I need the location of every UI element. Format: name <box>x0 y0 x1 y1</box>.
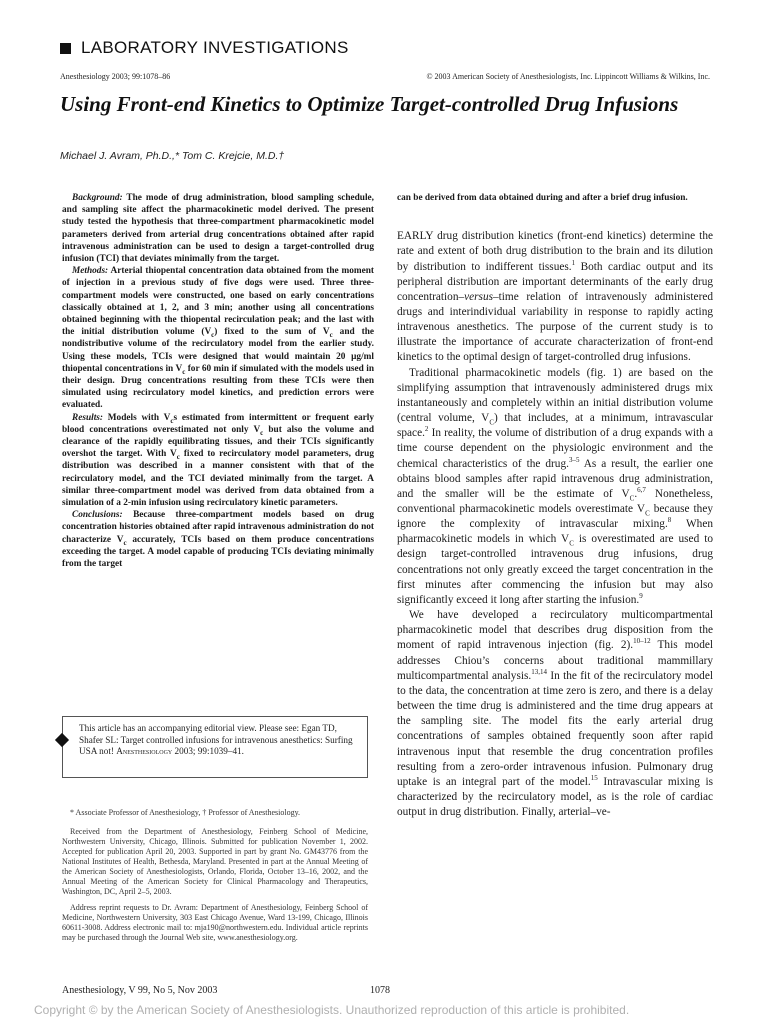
abstract-methods: Methods: Arterial thiopental concentration data obtained from the moment of injection in a previous study of five dogs were used. Three three-compartment models were constructed, one based on early concentrations classically obtained at 1, 2, and 3 min; another using all concentrations obtained beginning with the thiopental recirculation peak; and the last with the initial distribution volume $(V_c)$ fixed to the sum of $V_c$ and the nondistributive volume of the recirculatory model from the earlier study. Using these models, TCIs were designed that would maintain 20 μg/ml thiopental concentrations in $V_c$ for 60 min if simulated with the models used in their design. Drug concentrations resulting from these TCIs were then simulated using recirculatory model kinetics, and prediction errors were evaluated. <box>62 266 375 411</box>
abstract-background: Background: The mode of drug administration, blood sampling schedule, and sampling site affect the pharmacokinetic model derived. The present study tested the hypothesis that three-compartment pharmacokinetic model parameters derived from arterial drug concentrations obtained after rapid intravenous administration can be used to design a target-controlled drug infusion (TCI) that deviates minimally from the target. <box>62 193 374 265</box>
body-paragraph: Traditional pharmacokinetic models (fig. 1) are based on the simplifying assumption that intravenously administered drugs mix instantaneously and completely within an initial distribution volume (central volume, $V_C$) that includes, at a minimum, intravascular space.$^2$ In reality, the volume of distribution of a drug expands with a time course dependent on the physiologic environment and the chemical characteristics of the drug.$^{3-5}$ As a result, the earlier one obtains blood samples after rapid intravenous drug administration, and the smaller will be the estimate of $V_C.^{6,7}$ Nonetheless, conventional pharmacokinetic models overestimate $V_C$ because they ignore the complexity of intravascular mixing.$^8$ When pharmacokinetic models in which $V_C$ is overestimated are used to design target-controlled intravenous drug infusions, drug concentrations not only greatly exceed the target concentration in the first minutes after commencing the infusion but may also significantly exceed it long after starting the infusion.$^9$ <box>397 366 713 606</box>
footnote-affiliations: * Associate Professor of Anesthesiology, † Professor of Anesthesiology. <box>70 808 301 817</box>
copyright-banner: Copyright © by the American Society of Anesthesiologists. Unauthorized reproduction of this article is prohibited. <box>34 1003 630 1017</box>
journal-footer: Anesthesiology, V 99, No 5, Nov 2003 <box>62 985 218 996</box>
article-title: Using Front-end Kinetics to Optimize Target-controlled Drug Infusions <box>60 92 679 116</box>
copyright-line: © 2003 American Society of Anesthesiologists, Inc. Lippincott Williams & Wilkins, Inc. <box>426 72 710 81</box>
footnote-address: Address reprint requests to Dr. Avram: Department of Anesthesiology, Feinberg School of Medicine, Northwestern University, 303 East Chicago Avenue, Ward 13-199, Chicago, Illinois 60611-3008. Address electronic mail to: mja190@northwestern.edu. Individual article reprints may be purchased through the Journal Web site, www.anesthesiology.org. <box>62 903 368 942</box>
body-text <box>397 229 713 820</box>
square-bullet-icon <box>60 43 71 54</box>
authors: Michael J. Avram, Ph.D.,* Tom C. Krejcie, M.D.† <box>60 150 285 162</box>
body-paragraph: EARLY drug distribution kinetics (front-end kinetics) determine the rate and extent of both drug distribution to the brain and its dilution by distribution to indifferent tissues.$^1$ Both cardiac output and its peripheral distribution are important determinants of the early drug concentration–versus–time relation of intravenously administered drugs and interindividual variability in response to rapidly acting intravenous anesthetics. The purpose of the current study is to illustrate the importance of accurate characterization of front-end kinetics to the optimal design of target-controlled drug infusions. <box>397 230 713 364</box>
abstract-results: Results: Models with $V_cs$ estimated from intermittent or frequent early blood concentrations overestimated not only $V_c$ but also the volume and clearance of the rapidly equilibrating tissues, and their TCIs significantly overshot the target. With $V_c$ fixed to recirculatory model parameters, drug distribution was described in a manner consistent with that of the recirculatory model, and the TCI deviated minimally from the target. A similar three-compartment model was derived from data obtained from a simulation of a 2-min infusion using recirculatory kinetic parameters. <box>62 412 375 509</box>
citation: Anesthesiology 2003; 99:1078–86 <box>60 72 171 81</box>
abstract-conclusions: Conclusions: Because three-compartment models based on drug concentration histories obtained after rapid intravenous administration do not characterize $V_c$ accurately, TCIs based on them produce concentrations exceeding the target. A model capable of producing TCIs deviating minimally from the target <box>62 510 375 570</box>
editorial-journal: Anesthesiology <box>116 746 173 756</box>
footnote-received: Received from the Department of Anesthesiology, Feinberg School of Medicine, Northwestern University, Chicago, Illinois. Submitted for publication November 1, 2002. Accepted for publication April 20, 2003. Supported in part by grant No. GM43776 from the National Institutes of Health, Bethesda, Maryland. Presented in part at the Annual Meeting of the American Society of Anesthesiologists, Orlando, Florida, October 13–16, 2002, and the Annual Meeting of the American Society for Clinical Pharmacology and Therapeutics, Washington, DC, April 2–5, 2003. <box>62 827 368 896</box>
page-number: 1078 <box>370 985 390 996</box>
right-column <box>397 192 713 820</box>
abstract-continuation: can be derived from data obtained during and after a brief drug infusion. <box>397 193 688 203</box>
footnotes <box>62 808 368 949</box>
abstract <box>62 192 374 570</box>
left-column <box>62 192 374 570</box>
editorial-box: This article has an accompanying editorial view. Please see: Egan TD, Shafer SL: Target controlled infusions for intravenous anesthetics: Surfing USA not! Anesthesiology 2003; 99:1039–41. <box>62 716 368 778</box>
diamond-icon <box>55 733 69 747</box>
section-label <box>60 38 349 58</box>
body-paragraph: We have developed a recirculatory multicompartmental pharmacokinetic model that describes drug disposition from the moment of rapid intravenous injection (fig. 2).$^{10-12}$ This model addresses Chiou’s concerns about traditional mammillary multicompartmental analysis.$^{13,14}$ In the fit of the recirculatory model to the data, the concentration at time zero is zero, and there is a delay between the time drug is administered and the time drug appears at the sampling site. The model fits the early arterial drug concentrations of samples obtained frequently soon after rapid intravenous input that resemble the drug concentration profiles resulting from a zero-order intravenous infusion. Pulmonary drug uptake is an integral part of the model.$^{15}$ Intravascular mixing is characterized by the recirculatory model, as is the role of cardiac output in drug distribution. Finally, arterial–ve- <box>397 609 713 819</box>
section-label-text: LABORATORY INVESTIGATIONS <box>81 38 349 57</box>
